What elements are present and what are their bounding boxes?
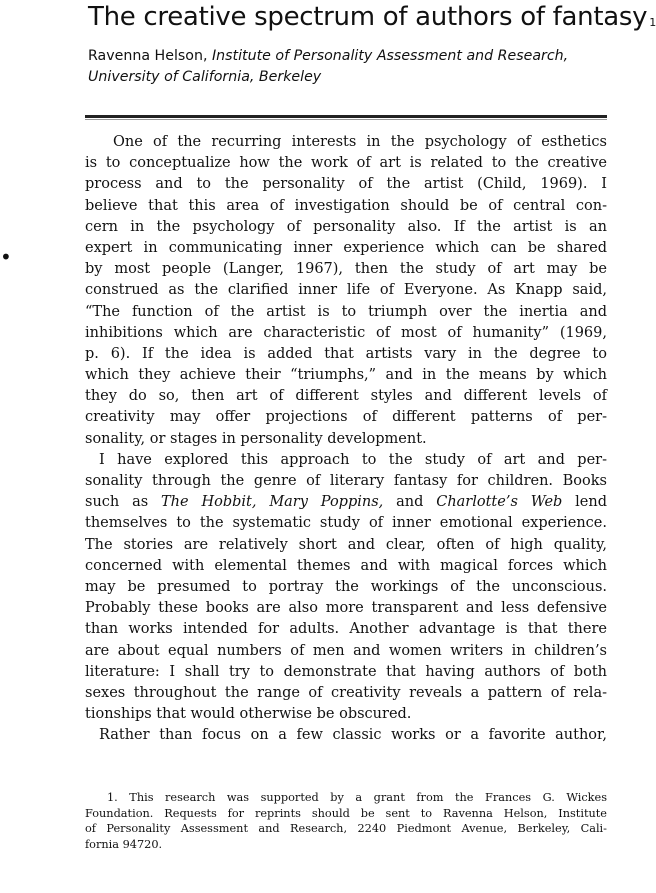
- body-line: are about equal numbers of men and women writers in children’s: [85, 642, 607, 659]
- byline-line-1: [88, 46, 618, 67]
- body-line: than works intended for adults. Another advantage is that there: [85, 621, 607, 638]
- body-text-fragment: lend: [562, 494, 607, 511]
- body-line: they do so, then art of different styles and different levels of: [85, 388, 607, 405]
- body-line: may be presumed to portray the workings of the unconscious.: [85, 578, 607, 595]
- body-line: themselves to the systematic study of inner emotional experience.: [85, 515, 607, 532]
- body-line: sonality through the genre of literary fantasy for children. Books: [85, 473, 607, 489]
- body-line-titles: [85, 492, 607, 513]
- body-text-fragment: such as: [85, 494, 162, 511]
- body-line: Probably these books are also more transparent and less defensive: [85, 600, 607, 617]
- body-line: concerned with elemental themes and with magical forces which: [85, 557, 607, 574]
- title-footnote-ref: 1: [649, 16, 656, 29]
- body-line: p. 6). If the idea is added that artists vary in the degree to: [85, 345, 607, 362]
- body-line: construed as the clarified inner life of Everyone. As Knapp said,: [85, 282, 607, 299]
- body-line: creativity may offer projections of different patterns of per-: [85, 409, 607, 426]
- body-line: tionships that would otherwise be obscured.: [85, 706, 412, 723]
- affiliation-institute: Institute of Personality Assessment and Research,: [211, 48, 569, 64]
- footnote-line: 1. This research was supported by a grant from the Frances G. Wickes: [107, 791, 607, 804]
- body-line: “The function of the artist is to triumph over the inertia and: [85, 303, 607, 320]
- footnote: [85, 790, 607, 852]
- byline: [88, 46, 618, 88]
- footnote-line: fornia 94720.: [85, 837, 163, 851]
- body-line: believe that this area of investigation should be of central con-: [85, 197, 607, 214]
- body-line: which they achieve their “triumphs,” and in the means by which: [85, 367, 607, 384]
- body-line: cern in the psychology of personality also. If the artist is an: [85, 218, 607, 235]
- body-line: expert in communicating inner experience which can be shared: [85, 239, 607, 256]
- body-line: One of the recurring interests in the psychology of esthetics: [113, 134, 607, 150]
- footnote-line: of Personality Assessment and Research, 2240 Piedmont Avenue, Berkeley, Cali-: [85, 822, 607, 836]
- body-line: inhibitions which are characteristic of most of humanity” (1969,: [85, 324, 607, 341]
- affiliation-university: University of California, Berkeley: [88, 69, 322, 85]
- author-name: Ravenna Helson,: [88, 48, 208, 64]
- footnote-line: Foundation. Requests for reprints should be sent to Ravenna Helson, Institute: [85, 806, 607, 820]
- body-line: sexes throughout the range of creativity reveals a pattern of rela-: [85, 684, 607, 701]
- book-title-hobbit: The Hobbit,: [161, 494, 257, 511]
- book-title-mary-poppins: Mary Poppins,: [269, 494, 384, 511]
- body-line: by most people (Langer, 1967), then the study of art may be: [85, 261, 607, 278]
- book-title-charlottes-web: Charlotte’s Web: [436, 494, 563, 511]
- body-line: Rather than focus on a few classic works or a favorite author,: [99, 727, 607, 744]
- body-text-fragment: and: [383, 494, 437, 511]
- header-divider: [85, 115, 607, 118]
- article-title-text: The creative spectrum of authors of fantasy: [88, 2, 648, 32]
- header-divider-thin: [85, 119, 607, 120]
- body-line: I have explored this approach to the study of art and per-: [99, 451, 607, 468]
- body-line: is to conceptualize how the work of art is related to the creative: [85, 155, 607, 172]
- body-line: process and to the personality of the artist (Child, 1969). I: [85, 176, 607, 193]
- article-title: [88, 0, 656, 39]
- article-body: [85, 132, 607, 746]
- body-line: sonality, or stages in personality development.: [85, 430, 427, 447]
- margin-mark: •: [0, 245, 12, 269]
- body-line: literature: I shall try to demonstrate that having authors of both: [85, 663, 607, 680]
- body-line: The stories are relatively short and clear, often of high quality,: [85, 536, 607, 553]
